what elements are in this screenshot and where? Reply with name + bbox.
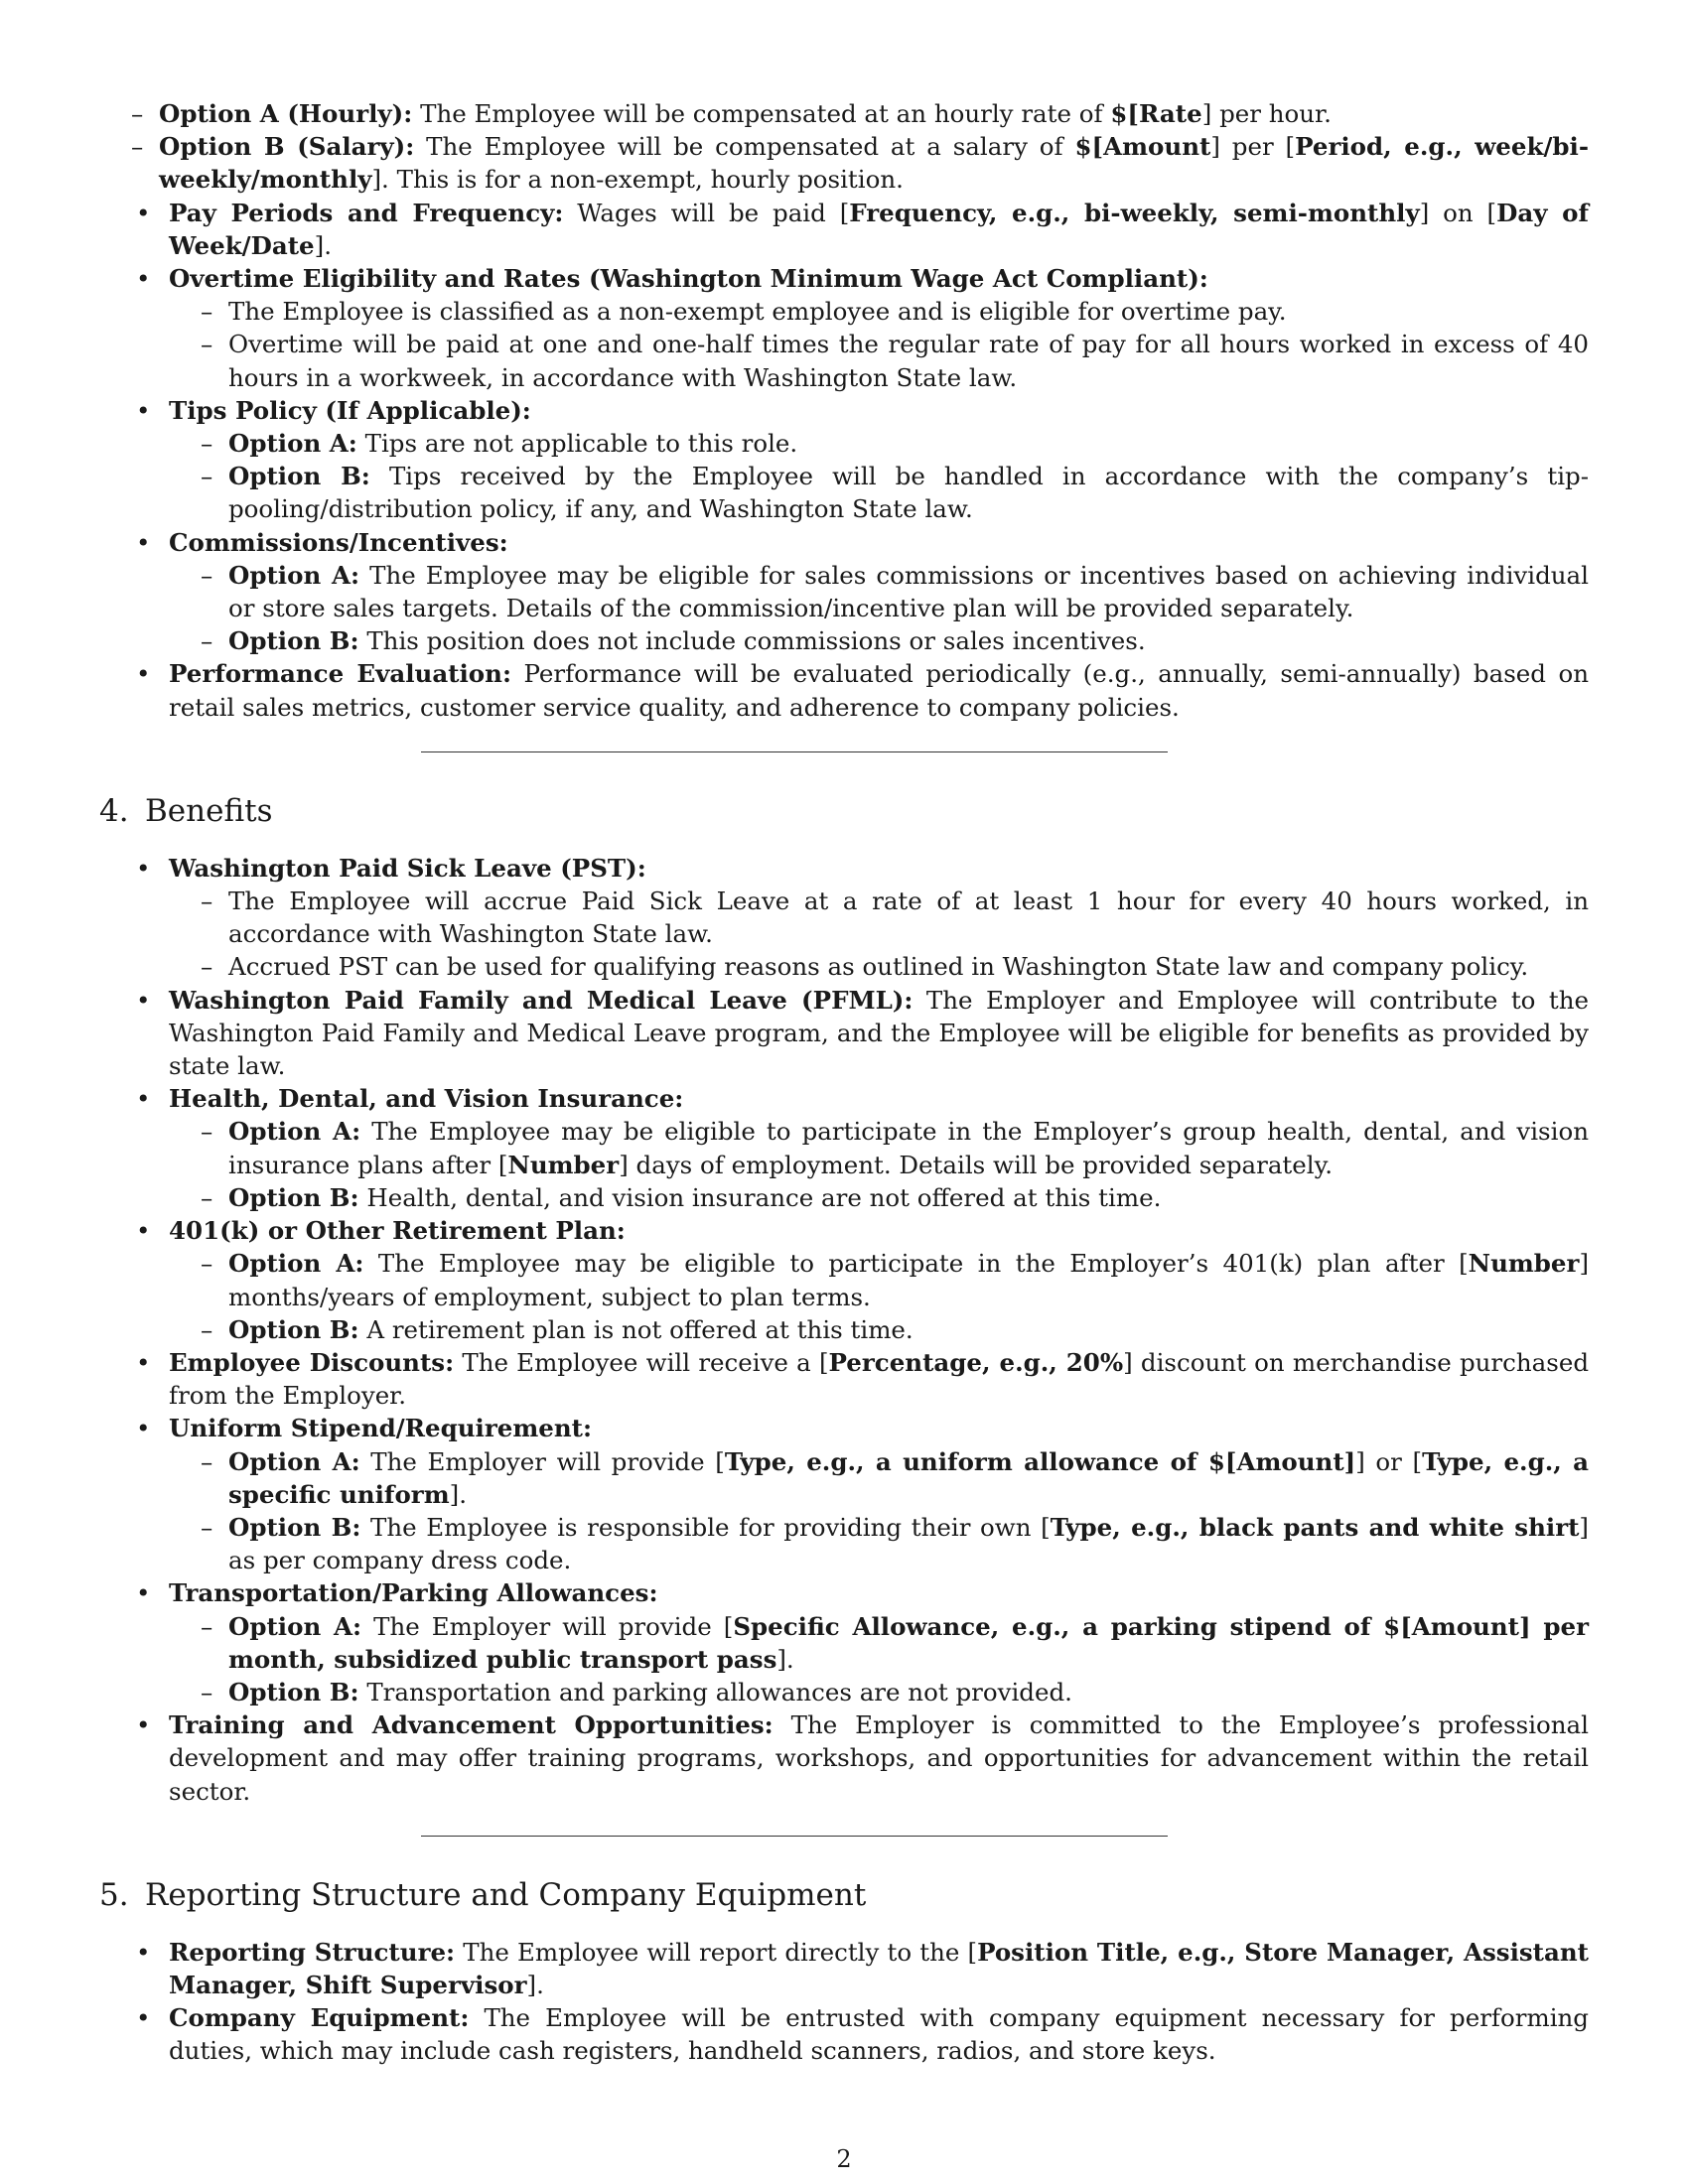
pst-sublist xyxy=(169,885,1589,984)
tips-sublist xyxy=(169,427,1589,526)
list-item: – Option A: Tips are not applicable to this role. xyxy=(169,427,1589,460)
section-divider xyxy=(421,1836,1168,1837)
list-item: – Option A: The Employee may be eligible to participate in the Employer’s 401(k) plan after [Number] months/years of employment, subject to plan terms. xyxy=(169,1247,1589,1312)
list-item: – Option B: Tips received by the Employee will be handled in accordance with the company’s tip-pooling/distribution policy, if any, and Washington State law. xyxy=(169,460,1589,525)
page-number: 2 xyxy=(836,2145,852,2173)
document-page xyxy=(99,97,1589,2068)
list-item: – Option B: A retirement plan is not offered at this time. xyxy=(169,1313,1589,1346)
option-b-salary: – Option B (Salary): The Employee will be compensated at a salary of $[Amount] per [Period, e.g., week/bi-weekly/monthly]. This is for a non-exempt, hourly position. xyxy=(99,130,1589,196)
health-sublist xyxy=(169,1115,1589,1214)
benefits-list xyxy=(99,852,1589,1808)
list-item: – Option A: The Employee may be eligible to participate in the Employer’s group health, dental, and vision insurance plans after [Number] days of employment. Details will be provided separately. xyxy=(169,1115,1589,1180)
pay-periods-item: • Pay Periods and Frequency: Wages will be paid [Frequency, e.g., bi-weekly, semi-monthly] on [Day of Week/Date]. xyxy=(99,197,1589,262)
section-5-heading: 5. Reporting Structure and Company Equipment xyxy=(99,1876,867,1913)
option-a-hourly: – Option A (Hourly): The Employee will be compensated at an hourly rate of $[Rate] per hour. xyxy=(99,97,1589,130)
list-item: – Option B: Transportation and parking allowances are not provided. xyxy=(169,1676,1589,1708)
section-4-heading: 4. Benefits xyxy=(99,792,273,829)
commissions-item: • Commissions/Incentives: – Option A: The Employee may be eligible for sales commissions or incentives based on achieving individual or store sales targets. Details of the commission/incentive plan will be provided separately. – Option B: This position does not include commissions or sales incentives. xyxy=(99,526,1589,658)
compensation-options xyxy=(99,97,1589,197)
health-item: • Health, Dental, and Vision Insurance: – Option A: The Employee may be eligible to participate in the Employer’s group health, dental, and vision insurance plans after [Number] days of employment. Details will be provided separately. – Option B: Health, dental, and vision insurance are not offered at this time. xyxy=(99,1082,1589,1214)
discounts-item: • Employee Discounts: The Employee will receive a [Percentage, e.g., 20%] discount on merchandise purchased from the Employer. xyxy=(99,1346,1589,1412)
uniform-sublist xyxy=(169,1445,1589,1577)
compensation-list xyxy=(99,197,1589,724)
list-item: – Option A: The Employer will provide [Type, e.g., a uniform allowance of $[Amount]] or [Type, e.g., a specific uniform]. xyxy=(169,1445,1589,1511)
list-item: – The Employee is classified as a non-exempt employee and is eligible for overtime pay. xyxy=(169,295,1589,328)
section-divider xyxy=(421,751,1168,752)
overtime-sublist xyxy=(169,295,1589,394)
training-item: • Training and Advancement Opportunities: The Employer is committed to the Employee’s professional development and may offer training programs, workshops, and opportunities for advancement within the retail sector. xyxy=(99,1708,1589,1808)
list-item: – Option A: The Employer will provide [Specific Allowance, e.g., a parking stipend of $[Amount] per month, subsidized public transport pass]. xyxy=(169,1610,1589,1676)
list-item: – Option A: The Employee may be eligible for sales commissions or incentives based on achieving individual or store sales targets. Details of the commission/incentive plan will be provided separately. xyxy=(169,559,1589,624)
reporting-item: • Reporting Structure: The Employee will report directly to the [Position Title, e.g., Store Manager, Assistant Manager, Shift Supervisor]. xyxy=(99,1936,1589,2001)
reporting-list xyxy=(99,1936,1589,2068)
performance-item: • Performance Evaluation: Performance will be evaluated periodically (e.g., annually, semi-annually) based on retail sales metrics, customer service quality, and adherence to company policies. xyxy=(99,657,1589,723)
overtime-item: • Overtime Eligibility and Rates (Washington Minimum Wage Act Compliant): – The Employee is classified as a non-exempt employee and is eligible for overtime pay. – Overtime will be paid at one and one-half times the regular rate of pay for all hours worked in excess of 40 hours in a workweek, in accordance with Washington State law. xyxy=(99,262,1589,394)
commissions-sublist xyxy=(169,559,1589,658)
pfml-item: • Washington Paid Family and Medical Leave (PFML): The Employer and Employee will contribute to the Washington Paid Family and Medical Leave program, and the Employee will be eligible for benefits as provided by state law. xyxy=(99,984,1589,1083)
list-item: – Accrued PST can be used for qualifying reasons as outlined in Washington State law and company policy. xyxy=(169,950,1589,983)
uniform-item: • Uniform Stipend/Requirement: – Option A: The Employer will provide [Type, e.g., a uniform allowance of $[Amount]] or [Type, e.g., a specific uniform]. – Option B: The Employee is responsible for providing their own [Type, e.g., black pants and white shirt] as per company dress code. xyxy=(99,1412,1589,1576)
list-item: – Option B: This position does not include commissions or sales incentives. xyxy=(169,624,1589,657)
transport-sublist xyxy=(169,1610,1589,1709)
equipment-item: • Company Equipment: The Employee will be entrusted with company equipment necessary for performing duties, which may include cash registers, handheld scanners, radios, and store keys. xyxy=(99,2001,1589,2067)
list-item: – Option B: Health, dental, and vision insurance are not offered at this time. xyxy=(169,1181,1589,1214)
list-item: – Option B: The Employee is responsible for providing their own [Type, e.g., black pants and white shirt] as per company dress code. xyxy=(169,1511,1589,1576)
tips-item: • Tips Policy (If Applicable): – Option A: Tips are not applicable to this role. – Option B: Tips received by the Employee will be handled in accordance with the company’s tip-pooling/distribution policy, if any, and Washington State law. xyxy=(99,394,1589,526)
pst-item: • Washington Paid Sick Leave (PST): – The Employee will accrue Paid Sick Leave at a rate of at least 1 hour for every 40 hours worked, in accordance with Washington State law. – Accrued PST can be used for qualifying reasons as outlined in Washington State law and company policy. xyxy=(99,852,1589,984)
list-item: – The Employee will accrue Paid Sick Leave at a rate of at least 1 hour for every 40 hours worked, in accordance with Washington State law. xyxy=(169,885,1589,950)
transport-item: • Transportation/Parking Allowances: – Option A: The Employer will provide [Specific Allowance, e.g., a parking stipend of $[Amount] per month, subsidized public transport pass]. – Option B: Transportation and parking allowances are not provided. xyxy=(99,1576,1589,1708)
retirement-item: • 401(k) or Other Retirement Plan: – Option A: The Employee may be eligible to participate in the Employer’s 401(k) plan after [Number] months/years of employment, subject to plan terms. – Option B: A retirement plan is not offered at this time. xyxy=(99,1214,1589,1346)
retirement-sublist xyxy=(169,1247,1589,1346)
list-item: – Overtime will be paid at one and one-half times the regular rate of pay for all hours worked in excess of 40 hours in a workweek, in accordance with Washington State law. xyxy=(169,328,1589,393)
